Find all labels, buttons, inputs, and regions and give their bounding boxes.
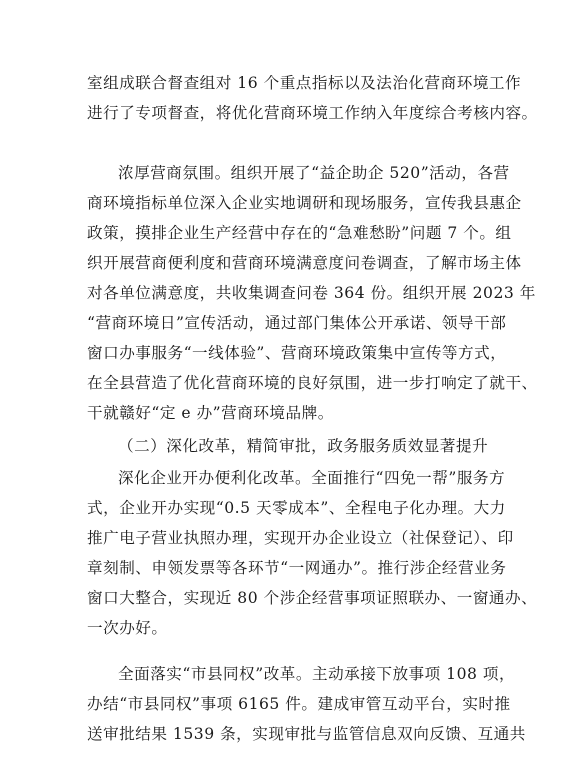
- paragraph-3-line-1: 深化企业开办便利化改革。全面推行“四免一帮”服务方: [118, 469, 506, 487]
- paragraph-3-line-4: 章刻制、申领发票等各环节“一网通办”。推行涉企经营业务: [87, 559, 507, 577]
- section-heading: （二）深化改革，精简审批，政务服务质效显著提升: [118, 437, 489, 455]
- paragraph-2-line-6: “营商环境日”宣传活动，通过部门集体公开承诺、领导干部: [87, 314, 507, 332]
- paragraph-2-line-1: 浓厚营商氛围。组织开展了“益企助企 520”活动，各营: [118, 164, 510, 182]
- paragraph-2-line-2: 商环境指标单位深入企业实地调研和现场服务，宣传我县惠企: [87, 194, 522, 212]
- paragraph-2-line-4: 织开展营商便利度和营商环境满意度问卷调查，了解市场主体: [87, 254, 522, 272]
- paragraph-2-line-7: 窗口办事服务“一线体验”、营商环境政策集中宣传等方式，: [87, 344, 507, 362]
- paragraph-4-line-1: 全面落实“市县同权”改革。主动承接下放事项 108 项，: [118, 665, 516, 683]
- paragraph-3-line-3: 推广电子营业执照办理，实现开办企业设立（社保登记）、印: [87, 529, 514, 547]
- paragraph-3-line-2: 式，企业开办实现“0.5 天零成本”、全程电子化办理。大力: [87, 499, 506, 517]
- paragraph-2-line-8: 在全县营造了优化营商环境的良好氛围，进一步打响定了就干、: [87, 374, 538, 392]
- paragraph-2-line-9: 干就赣好“定 e 办”营商环境品牌。: [87, 404, 334, 422]
- paragraph-1-line-1: 室组成联合督查组对 16 个重点指标以及法治化营商环境工作: [87, 74, 522, 92]
- paragraph-4-line-3: 送审批结果 1539 条，实现审批与监管信息双向反馈、互通共: [87, 725, 526, 743]
- paragraph-2-line-5: 对各单位满意度，共收集调查问卷 364 份。组织开展 2023 年: [87, 284, 536, 302]
- paragraph-3-line-6: 一次办好。: [87, 619, 168, 637]
- paragraph-4-line-2: 办结“市县同权”事项 6165 件。建成审管互动平台，实时推: [87, 695, 511, 713]
- paragraph-2-line-3: 政策，摸排企业生产经营中存在的“急难愁盼”问题 7 个。组: [87, 224, 512, 242]
- paragraph-1-line-2: 进行了专项督查，将优化营商环境工作纳入年度综合考核内容。: [87, 104, 538, 122]
- paragraph-3-line-5: 窗口大整合，实现近 80 个涉企经营事项证照联办、一窗通办、: [87, 589, 538, 607]
